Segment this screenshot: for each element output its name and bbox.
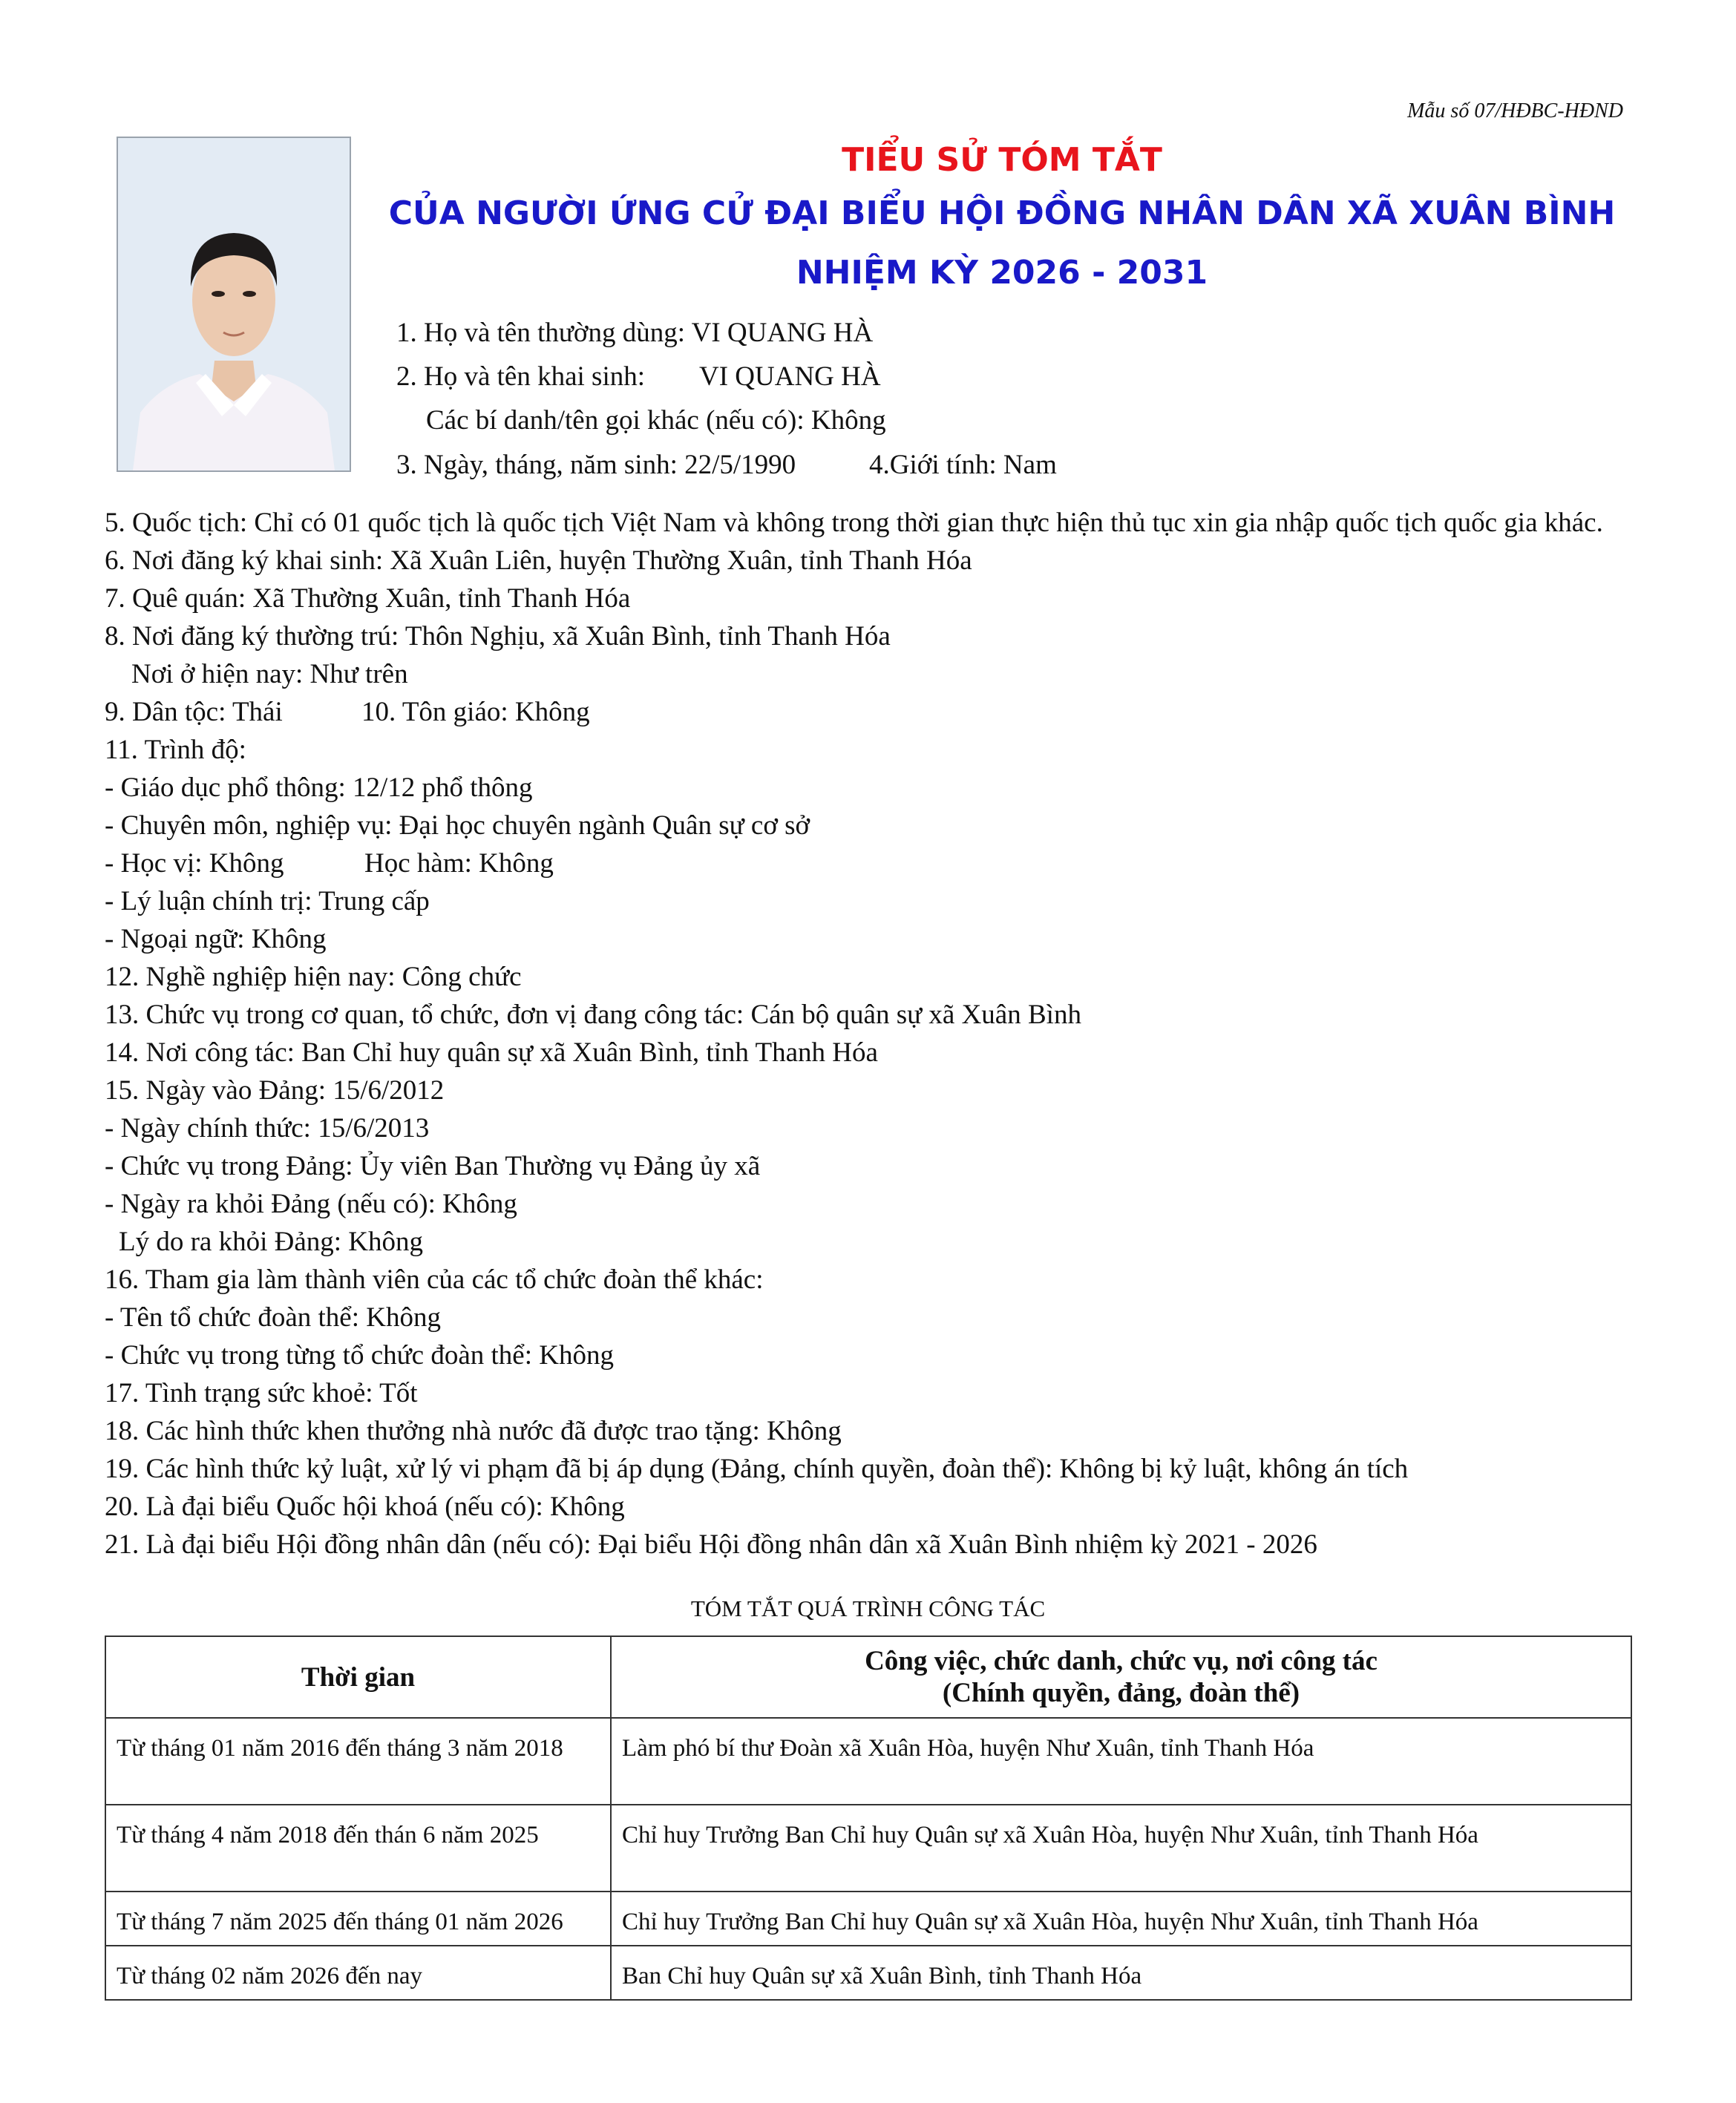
table-row bbox=[105, 1946, 1631, 2000]
field-21-peoples-council: 21. Là đại biểu Hội đồng nhân dân (nếu có): Đại biểu Hội đồng nhân dân xã Xuân Bình nhiệm kỳ 2021 - 2026 bbox=[105, 1529, 1317, 1560]
portrait-image bbox=[118, 138, 350, 470]
field-17-health: 17. Tình trạng sức khoẻ: Tốt bbox=[105, 1378, 418, 1408]
column-header-job-line-2: (Chính quyền, đảng, đoàn thể) bbox=[942, 1678, 1300, 1708]
field-11-education: 11. Trình độ: bbox=[105, 735, 246, 765]
field-11-specialty: - Chuyên môn, nghiệp vụ: Đại học chuyên ngành Quân sự cơ sở bbox=[105, 810, 810, 841]
field-16-organization-name: - Tên tổ chức đoàn thể: Không bbox=[105, 1302, 441, 1333]
column-header-job-line-1: Công việc, chức danh, chức vụ, nơi công tác bbox=[865, 1646, 1378, 1676]
field-15-official-date: - Ngày chính thức: 15/6/2013 bbox=[105, 1113, 430, 1144]
work-history-title: TÓM TẮT QUÁ TRÌNH CÔNG TÁC bbox=[690, 1595, 1046, 1621]
field-5-nationality: 5. Quốc tịch: Chỉ có 01 quốc tịch là quốc tịch Việt Nam và không trong thời gian thực hiện thủ tục xin gia nhập quốc tịch quốc gia khác. bbox=[105, 508, 1603, 538]
field-11-political-theory: - Lý luận chính trị: Trung cấp bbox=[105, 886, 430, 916]
period-cell: Từ tháng 7 năm 2025 đến tháng 01 năm 2026 bbox=[105, 1892, 611, 1946]
work-history-table bbox=[105, 1636, 1632, 2001]
field-4-gender: 4.Giới tính: Nam bbox=[869, 450, 1057, 480]
title-line-2: CỦA NGƯỜI ỨNG CỬ ĐẠI BIỂU HỘI ĐỒNG NHÂN DÂN XÃ XUÂN BÌNH bbox=[388, 194, 1616, 232]
field-18-awards: 18. Các hình thức khen thưởng nhà nước đã được trao tặng: Không bbox=[105, 1416, 842, 1446]
field-15-party-leave-reason: Lý do ra khỏi Đảng: Không bbox=[119, 1227, 424, 1257]
field-15-party-leave-date: - Ngày ra khỏi Đảng (nếu có): Không bbox=[105, 1189, 517, 1219]
column-header-job bbox=[611, 1636, 1631, 1718]
field-8-permanent-residence: 8. Nơi đăng ký thường trú: Thôn Nghịu, xã Xuân Bình, tỉnh Thanh Hóa bbox=[105, 621, 891, 652]
field-11-foreign-language: - Ngoại ngữ: Không bbox=[105, 924, 327, 954]
candidate-photo bbox=[117, 137, 351, 472]
field-14-workplace: 14. Nơi công tác: Ban Chỉ huy quân sự xã Xuân Bình, tỉnh Thanh Hóa bbox=[105, 1037, 878, 1068]
field-9-ethnicity: 9. Dân tộc: Thái bbox=[105, 697, 283, 727]
title-line-3: NHIỆM KỲ 2026 - 2031 bbox=[796, 254, 1208, 292]
field-1-common-name: 1. Họ và tên thường dùng: VI QUANG HÀ bbox=[396, 318, 874, 348]
field-11-general-education: - Giáo dục phổ thông: 12/12 phổ thông bbox=[105, 772, 533, 803]
title-line-1: TIỂU SỬ TÓM TẮT bbox=[842, 141, 1162, 179]
form-code: Mẫu số 07/HĐBC-HĐND bbox=[1407, 99, 1623, 122]
field-7-hometown: 7. Quê quán: Xã Thường Xuân, tỉnh Thanh Hóa bbox=[105, 583, 631, 614]
field-2-birth-name-label: 2. Họ và tên khai sinh: bbox=[396, 361, 646, 392]
field-11-academic-title: Học hàm: Không bbox=[364, 848, 554, 879]
field-15-party-admission: 15. Ngày vào Đảng: 15/6/2012 bbox=[105, 1075, 445, 1106]
field-19-discipline: 19. Các hình thức kỷ luật, xử lý vi phạm đã bị áp dụng (Đảng, chính quyền, đoàn thể): Không bị kỷ luật, không án tích bbox=[105, 1454, 1409, 1484]
job-cell: Làm phó bí thư Đoàn xã Xuân Hòa, huyện Như Xuân, tỉnh Thanh Hóa bbox=[611, 1718, 1631, 1805]
field-10-religion: 10. Tôn giáo: Không bbox=[361, 697, 590, 727]
field-12-occupation: 12. Nghề nghiệp hiện nay: Công chức bbox=[105, 962, 522, 992]
field-11-degree: - Học vị: Không bbox=[105, 848, 284, 879]
table-header-row bbox=[105, 1636, 1631, 1718]
field-15-party-position: - Chức vụ trong Đảng: Ủy viên Ban Thường vụ Đảng ủy xã bbox=[105, 1151, 761, 1181]
job-cell: Chỉ huy Trưởng Ban Chỉ huy Quân sự xã Xuân Hòa, huyện Như Xuân, tỉnh Thanh Hóa bbox=[611, 1892, 1631, 1946]
field-8-current-residence: Nơi ở hiện nay: Như trên bbox=[131, 659, 408, 689]
field-20-national-assembly: 20. Là đại biểu Quốc hội khoá (nếu có): Không bbox=[105, 1492, 625, 1522]
table-row bbox=[105, 1892, 1631, 1946]
field-6-birth-registration: 6. Nơi đăng ký khai sinh: Xã Xuân Liên, huyện Thường Xuân, tỉnh Thanh Hóa bbox=[105, 545, 972, 576]
field-2-birth-name-value: VI QUANG HÀ bbox=[699, 361, 881, 392]
field-16-organization-position: - Chức vụ trong từng tổ chức đoàn thể: Không bbox=[105, 1340, 614, 1371]
column-header-period: Thời gian bbox=[105, 1636, 611, 1718]
field-16-organizations: 16. Tham gia làm thành viên của các tổ chức đoàn thể khác: bbox=[105, 1264, 764, 1295]
field-3-birth-date: 3. Ngày, tháng, năm sinh: 22/5/1990 bbox=[396, 450, 796, 480]
period-cell: Từ tháng 01 năm 2016 đến tháng 3 năm 2018 bbox=[105, 1718, 611, 1805]
period-cell: Từ tháng 02 năm 2026 đến nay bbox=[105, 1946, 611, 2000]
period-cell: Từ tháng 4 năm 2018 đến thán 6 năm 2025 bbox=[105, 1805, 611, 1892]
job-cell: Ban Chỉ huy Quân sự xã Xuân Bình, tỉnh Thanh Hóa bbox=[611, 1946, 1631, 2000]
table-row bbox=[105, 1718, 1631, 1805]
field-13-position: 13. Chức vụ trong cơ quan, tổ chức, đơn vị đang công tác: Cán bộ quân sự xã Xuân Bình bbox=[105, 1000, 1081, 1030]
table-row bbox=[105, 1805, 1631, 1892]
job-cell: Chỉ huy Trưởng Ban Chỉ huy Quân sự xã Xuân Hòa, huyện Như Xuân, tỉnh Thanh Hóa bbox=[611, 1805, 1631, 1892]
field-2-aliases: Các bí danh/tên gọi khác (nếu có): Không bbox=[426, 405, 886, 436]
